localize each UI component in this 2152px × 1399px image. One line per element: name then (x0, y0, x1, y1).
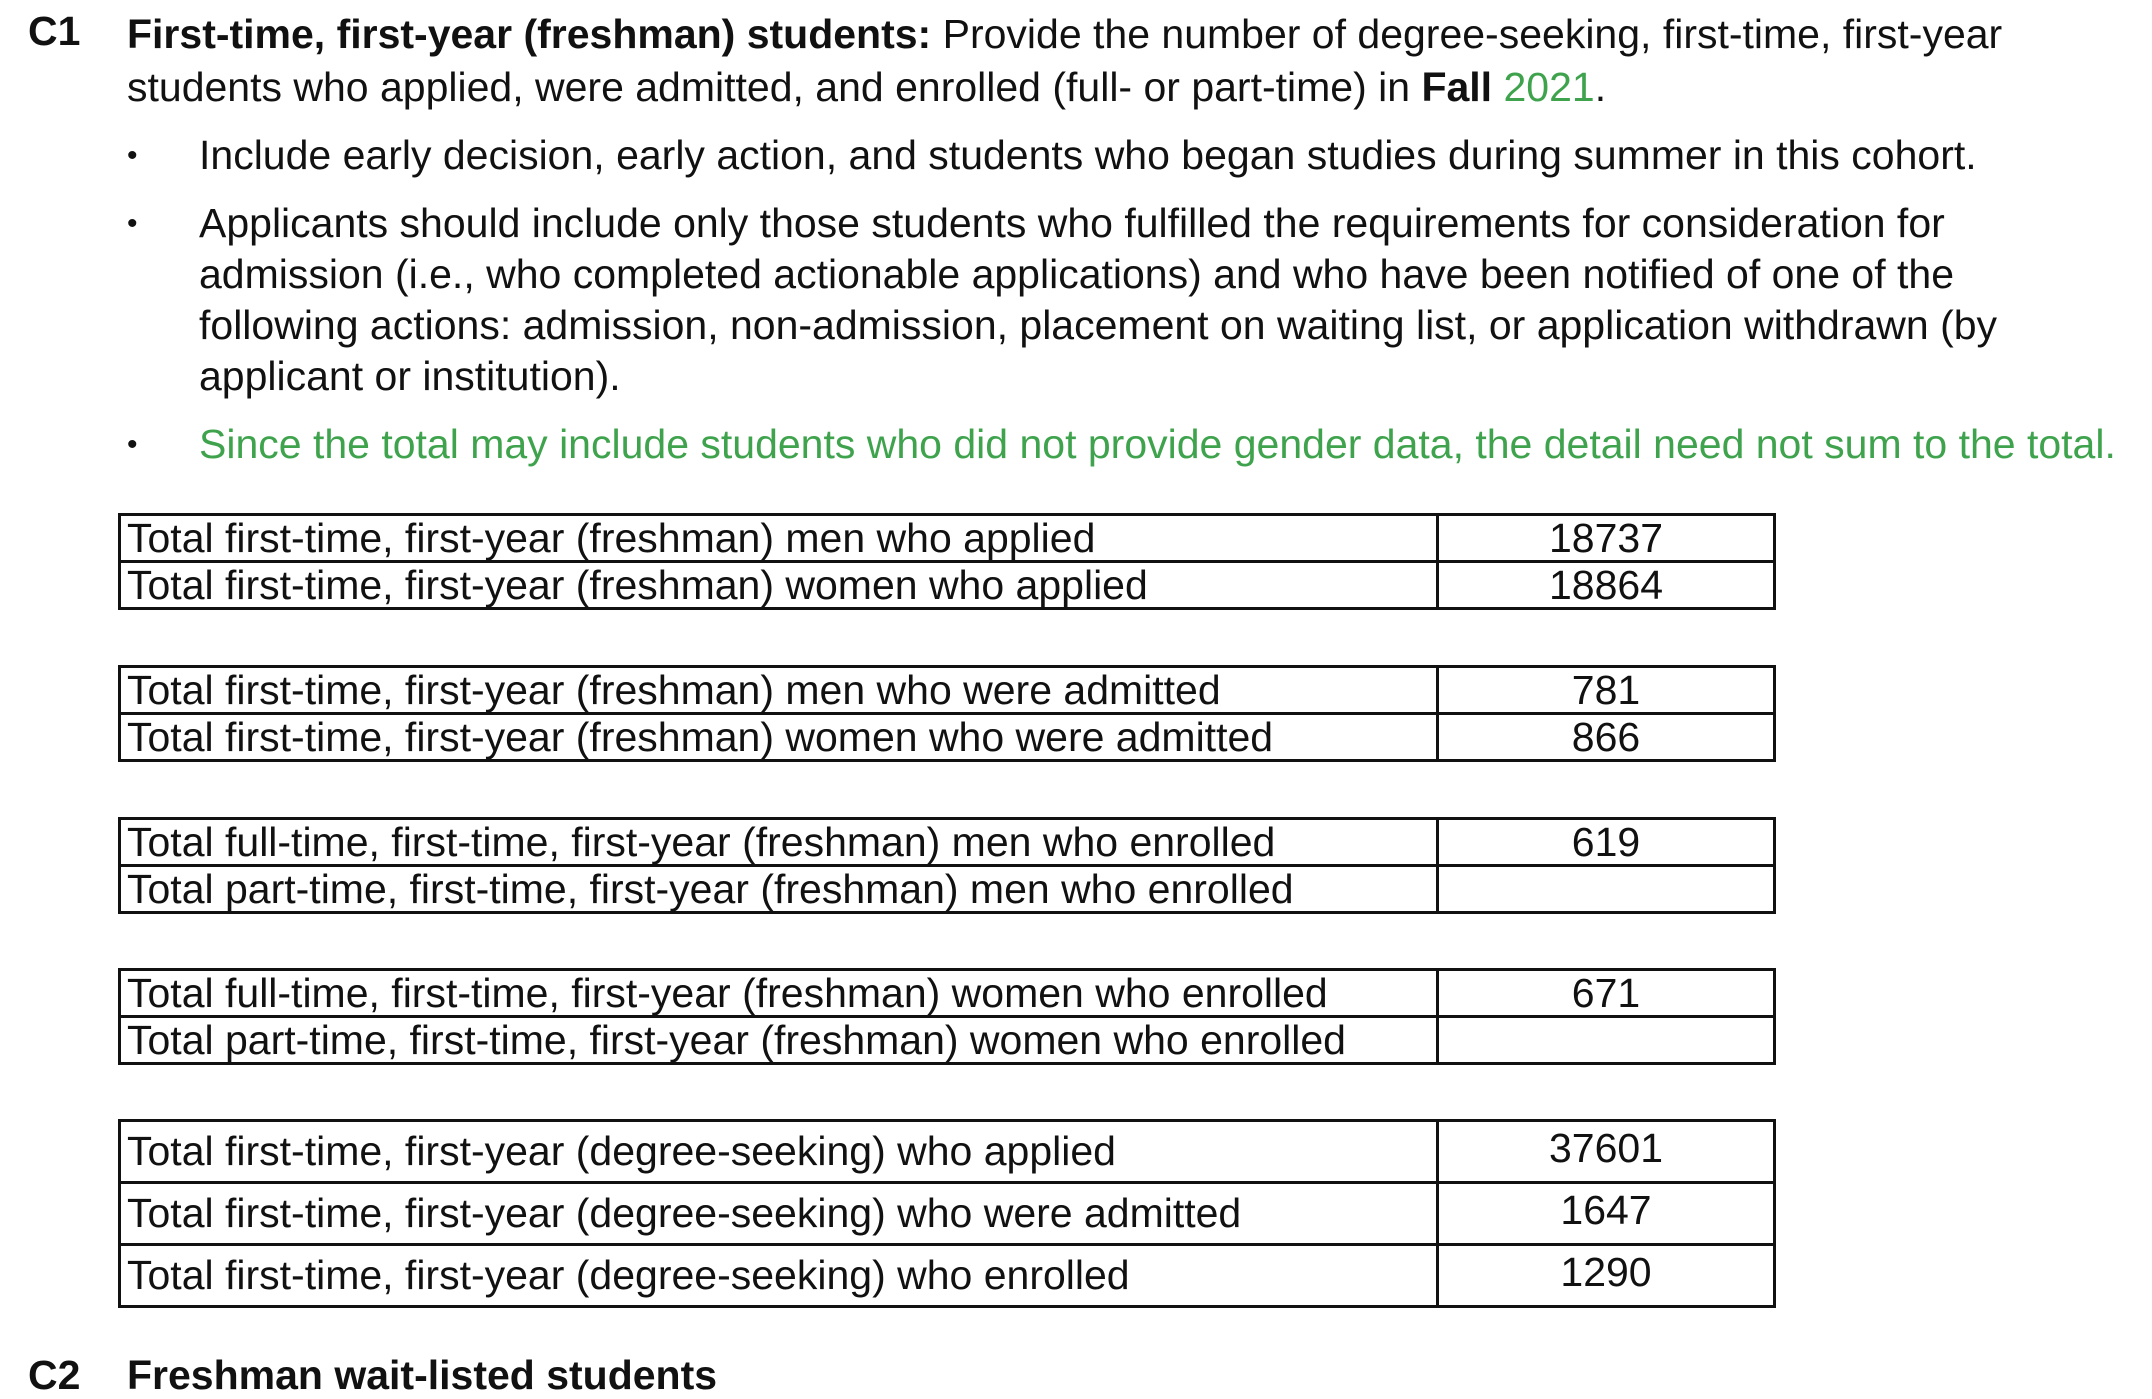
table-row (120, 714, 1775, 761)
row-label: Total first-time, first-year (degree-seeking) who were admitted (120, 1183, 1438, 1245)
row-value[interactable]: 671 (1438, 970, 1775, 1017)
instruction-text: Include early decision, early action, and students who began studies during summer in this cohort. (199, 132, 1977, 178)
row-label: Total part-time, first-time, first-year (freshman) men who enrolled (120, 866, 1438, 913)
admitted-table (118, 665, 1776, 762)
row-label: Total full-time, first-time, first-year (freshman) women who enrolled (120, 970, 1438, 1017)
section-code: C1 (28, 8, 81, 54)
intro-end: . (1594, 64, 1607, 110)
table-row (120, 1121, 1775, 1183)
section-intro (127, 8, 2117, 114)
row-value[interactable]: 619 (1438, 819, 1775, 866)
table-row (120, 1017, 1775, 1064)
row-label: Total full-time, first-time, first-year (freshman) men who enrolled (120, 819, 1438, 866)
section-title: First-time, first-year (freshman) students: (127, 11, 932, 57)
bullet-glyph: • (127, 139, 138, 172)
table-row (120, 562, 1775, 609)
row-label: Total first-time, first-year (freshman) women who applied (120, 562, 1438, 609)
instruction-list (127, 130, 2117, 470)
bullet-glyph: • (127, 207, 138, 240)
intro-year: 2021 (1503, 64, 1595, 110)
intro-fall: Fall (1421, 64, 1493, 110)
row-value[interactable] (1438, 866, 1775, 913)
row-label: Total part-time, first-time, first-year (freshman) women who enrolled (120, 1017, 1438, 1064)
row-value[interactable]: 18864 (1438, 562, 1775, 609)
enrolled-women-table (118, 968, 1776, 1065)
row-value[interactable]: 866 (1438, 714, 1775, 761)
table-row (120, 819, 1775, 866)
row-label: Total first-time, first-year (freshman) women who were admitted (120, 714, 1438, 761)
intro-text: Provide the number of degree-seeking, first-time, first-year students who applied, were admitted, and enrolled (full- or part-time) in (127, 11, 2003, 110)
enrolled-men-table (118, 817, 1776, 914)
bullet-glyph: • (127, 428, 138, 461)
row-value[interactable]: 781 (1438, 667, 1775, 714)
table-row (120, 1183, 1775, 1245)
row-label: Total first-time, first-year (freshman) men who were admitted (120, 667, 1438, 714)
row-label: Total first-time, first-year (degree-seeking) who enrolled (120, 1245, 1438, 1307)
instruction-text: Applicants should include only those students who fulfilled the requirements for consideration for admission (i.e., who completed actionable applications) and who have been notified of one of the following actions: admission, non-admission, placement on waiting list, or application withdrawn (by applicant or institution). (199, 200, 1998, 399)
instruction-item-note (127, 419, 2117, 470)
table-row (120, 515, 1775, 562)
table-row (120, 866, 1775, 913)
totals-table (118, 1119, 1776, 1308)
row-value[interactable]: 37601 (1438, 1121, 1775, 1183)
next-section-title: Freshman wait-listed students (127, 1352, 718, 1398)
next-section-code: C2 (28, 1352, 81, 1398)
row-label: Total first-time, first-year (freshman) men who applied (120, 515, 1438, 562)
table-row (120, 667, 1775, 714)
table-row (120, 970, 1775, 1017)
instruction-item (127, 130, 2117, 181)
applied-table (118, 513, 1776, 610)
row-value[interactable]: 18737 (1438, 515, 1775, 562)
row-value[interactable] (1438, 1017, 1775, 1064)
row-value[interactable]: 1647 (1438, 1183, 1775, 1245)
instruction-item (127, 198, 2117, 402)
row-label: Total first-time, first-year (degree-seeking) who applied (120, 1121, 1438, 1183)
table-row (120, 1245, 1775, 1307)
instruction-text: Since the total may include students who did not provide gender data, the detail need not sum to the total. (199, 421, 2116, 467)
row-value[interactable]: 1290 (1438, 1245, 1775, 1307)
